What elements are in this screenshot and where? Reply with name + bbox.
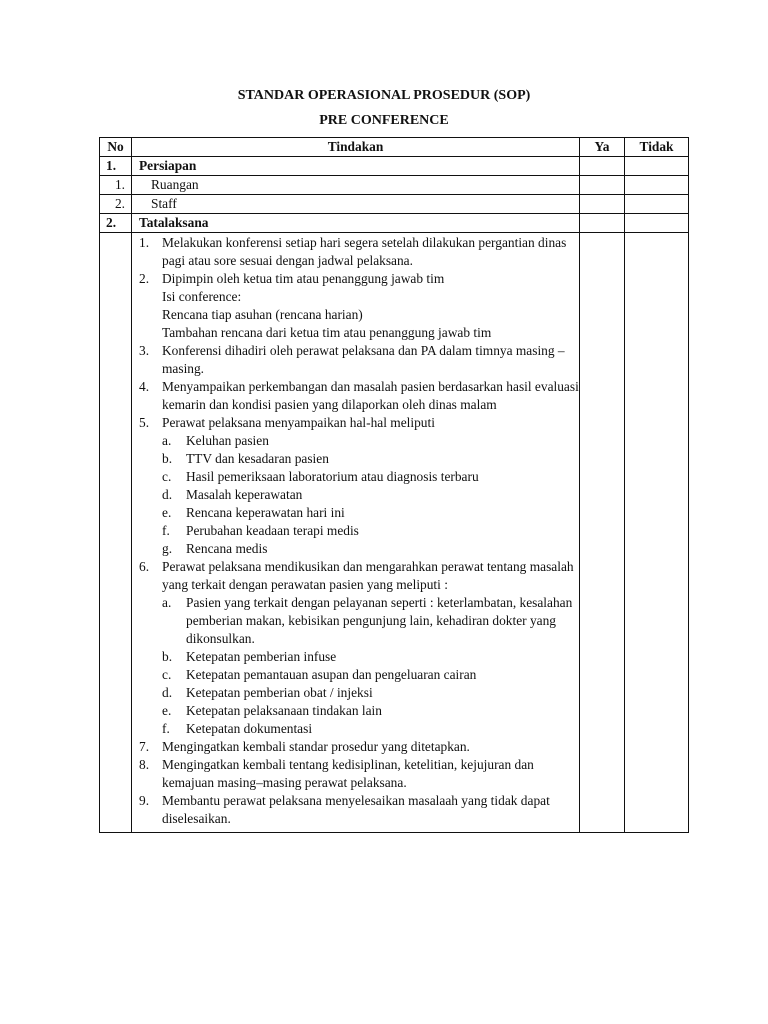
section-row-persiapan [100, 157, 689, 176]
tidak-cell[interactable] [625, 195, 689, 214]
sub-item-letter: e. [162, 505, 172, 520]
sub-item-letter: g. [162, 541, 173, 556]
sub-item [132, 504, 579, 522]
item-number: 5. [139, 415, 150, 430]
row-label: Ruangan [132, 176, 580, 195]
tidak-cell[interactable] [625, 176, 689, 195]
document-subtitle: PRE CONFERENCE [319, 113, 449, 128]
tidak-cell[interactable] [625, 157, 689, 176]
list-item [132, 234, 579, 270]
list-item [132, 558, 579, 594]
item-number: 4. [139, 379, 150, 394]
sub-item-letter: d. [162, 685, 173, 700]
table-row [100, 195, 689, 214]
sub-item [132, 648, 579, 666]
section-number: 2. [100, 214, 132, 233]
sub-item-letter: e. [162, 703, 172, 718]
list-item [132, 756, 579, 792]
sub-item-text: Ketepatan dokumentasi [186, 721, 313, 736]
table-row [100, 176, 689, 195]
column-header-no: No [100, 138, 132, 157]
sub-item-text: Ketepatan pemberian infuse [186, 649, 337, 664]
sub-item [132, 720, 579, 738]
section-row-tatalaksana [100, 214, 689, 233]
item-text: Perawat pelaksana menyampaikan hal-hal meliputi [162, 415, 435, 430]
list-item [132, 414, 579, 432]
ya-cell[interactable] [580, 157, 625, 176]
item-line: Tambahan rencana dari ketua tim atau penanggung jawab tim [162, 325, 492, 340]
section-title: Tatalaksana [132, 214, 580, 233]
item-text: Konferensi dihadiri oleh perawat pelaksana dan PA dalam timnya masing – masing. [162, 343, 565, 376]
item-line: Isi conference: [162, 289, 242, 304]
sub-item [132, 432, 579, 450]
sub-item-letter: f. [162, 721, 170, 736]
ya-cell[interactable] [580, 176, 625, 195]
sub-item-text: Pasien yang terkait dengan pelayanan seperti : keterlambatan, kesalahan pemberian makan, kebisikan pengunjung lain, kehadiran dokter yang dikonsulkan. [186, 595, 573, 646]
item-number: 2. [139, 271, 150, 286]
sub-item [132, 468, 579, 486]
sub-item-text: Hasil pemeriksaan laboratorium atau diagnosis terbaru [186, 469, 479, 484]
sub-item-text: Masalah keperawatan [186, 487, 303, 502]
ya-cell[interactable] [580, 195, 625, 214]
sub-item-text: Perubahan keadaan terapi medis [186, 523, 359, 538]
sub-item-text: TTV dan kesadaran pasien [186, 451, 329, 466]
item-number: 8. [139, 757, 150, 772]
list-item [132, 738, 579, 756]
ya-cell[interactable] [580, 233, 625, 833]
tidak-cell[interactable] [625, 214, 689, 233]
item-number: 6. [139, 559, 150, 574]
sub-item-letter: c. [162, 667, 172, 682]
sub-item-letter: a. [162, 595, 172, 610]
sub-item-text: Keluhan pasien [186, 433, 269, 448]
row-number: 1. [100, 176, 132, 195]
sub-item [132, 684, 579, 702]
sub-item-letter: f. [162, 523, 170, 538]
tatalaksana-steps [132, 233, 580, 833]
row-label: Staff [132, 195, 580, 214]
sub-item-letter: c. [162, 469, 172, 484]
sub-item-letter: b. [162, 451, 173, 466]
item-number: 1. [139, 235, 150, 250]
sub-item-text: Ketepatan pemantauan asupan dan pengeluaran cairan [186, 667, 477, 682]
list-item [132, 270, 579, 288]
item-text: Perawat pelaksana mendikusikan dan mengarahkan perawat tentang masalah yang terkait dengan perawatan pasien yang meliputi : [162, 559, 574, 592]
sub-item-letter: d. [162, 487, 173, 502]
empty-number-cell [100, 233, 132, 833]
sub-item [132, 522, 579, 540]
document-title: STANDAR OPERASIONAL PROSEDUR (SOP) [237, 88, 531, 103]
sub-item-text: Rencana medis [186, 541, 268, 556]
sub-item-letter: b. [162, 649, 173, 664]
sub-item [132, 450, 579, 468]
sub-item-text: Ketepatan pemberian obat / injeksi [186, 685, 373, 700]
item-text: Mengingatkan kembali tentang kedisiplinan, ketelitian, kejujuran dan kemajuan masing–masing perawat pelaksana. [162, 757, 534, 790]
list-item [132, 378, 579, 414]
sub-item [132, 540, 579, 558]
list-item [132, 792, 579, 828]
item-text: Menyampaikan perkembangan dan masalah pasien berdasarkan hasil evaluasi kemarin dan kondisi pasien yang dilaporkan oleh dinas malam [162, 379, 579, 412]
item-text: Mengingatkan kembali standar prosedur yang ditetapkan. [162, 739, 470, 754]
item-line: Rencana tiap asuhan (rencana harian) [162, 307, 363, 322]
sop-checklist-table [99, 137, 689, 833]
tatalaksana-body-row [100, 233, 689, 833]
item-number: 9. [139, 793, 150, 808]
sub-item [132, 702, 579, 720]
item-number: 3. [139, 343, 150, 358]
sub-item-text: Ketepatan pelaksanaan tindakan lain [186, 703, 382, 718]
section-number: 1. [100, 157, 132, 176]
tidak-cell[interactable] [625, 233, 689, 833]
list-item [132, 342, 579, 378]
ya-cell[interactable] [580, 214, 625, 233]
sub-item-letter: a. [162, 433, 172, 448]
sub-item [132, 486, 579, 504]
section-title: Persiapan [132, 157, 580, 176]
column-header-tidak: Tidak [625, 138, 689, 157]
item-number: 7. [139, 739, 150, 754]
sub-item [132, 666, 579, 684]
column-header-ya: Ya [580, 138, 625, 157]
item-text: Membantu perawat pelaksana menyelesaikan masalaah yang tidak dapat diselesaikan. [162, 793, 550, 826]
row-number: 2. [100, 195, 132, 214]
item-text: Dipimpin oleh ketua tim atau penanggung jawab tim [162, 271, 445, 286]
table-header-row [100, 138, 689, 157]
item-text: Melakukan konferensi setiap hari segera setelah dilakukan pergantian dinas pagi atau sore sesuai dengan jadwal pelaksana. [162, 235, 567, 268]
sub-item-text: Rencana keperawatan hari ini [186, 505, 345, 520]
column-header-tindakan: Tindakan [132, 138, 580, 157]
sub-item [132, 594, 579, 648]
